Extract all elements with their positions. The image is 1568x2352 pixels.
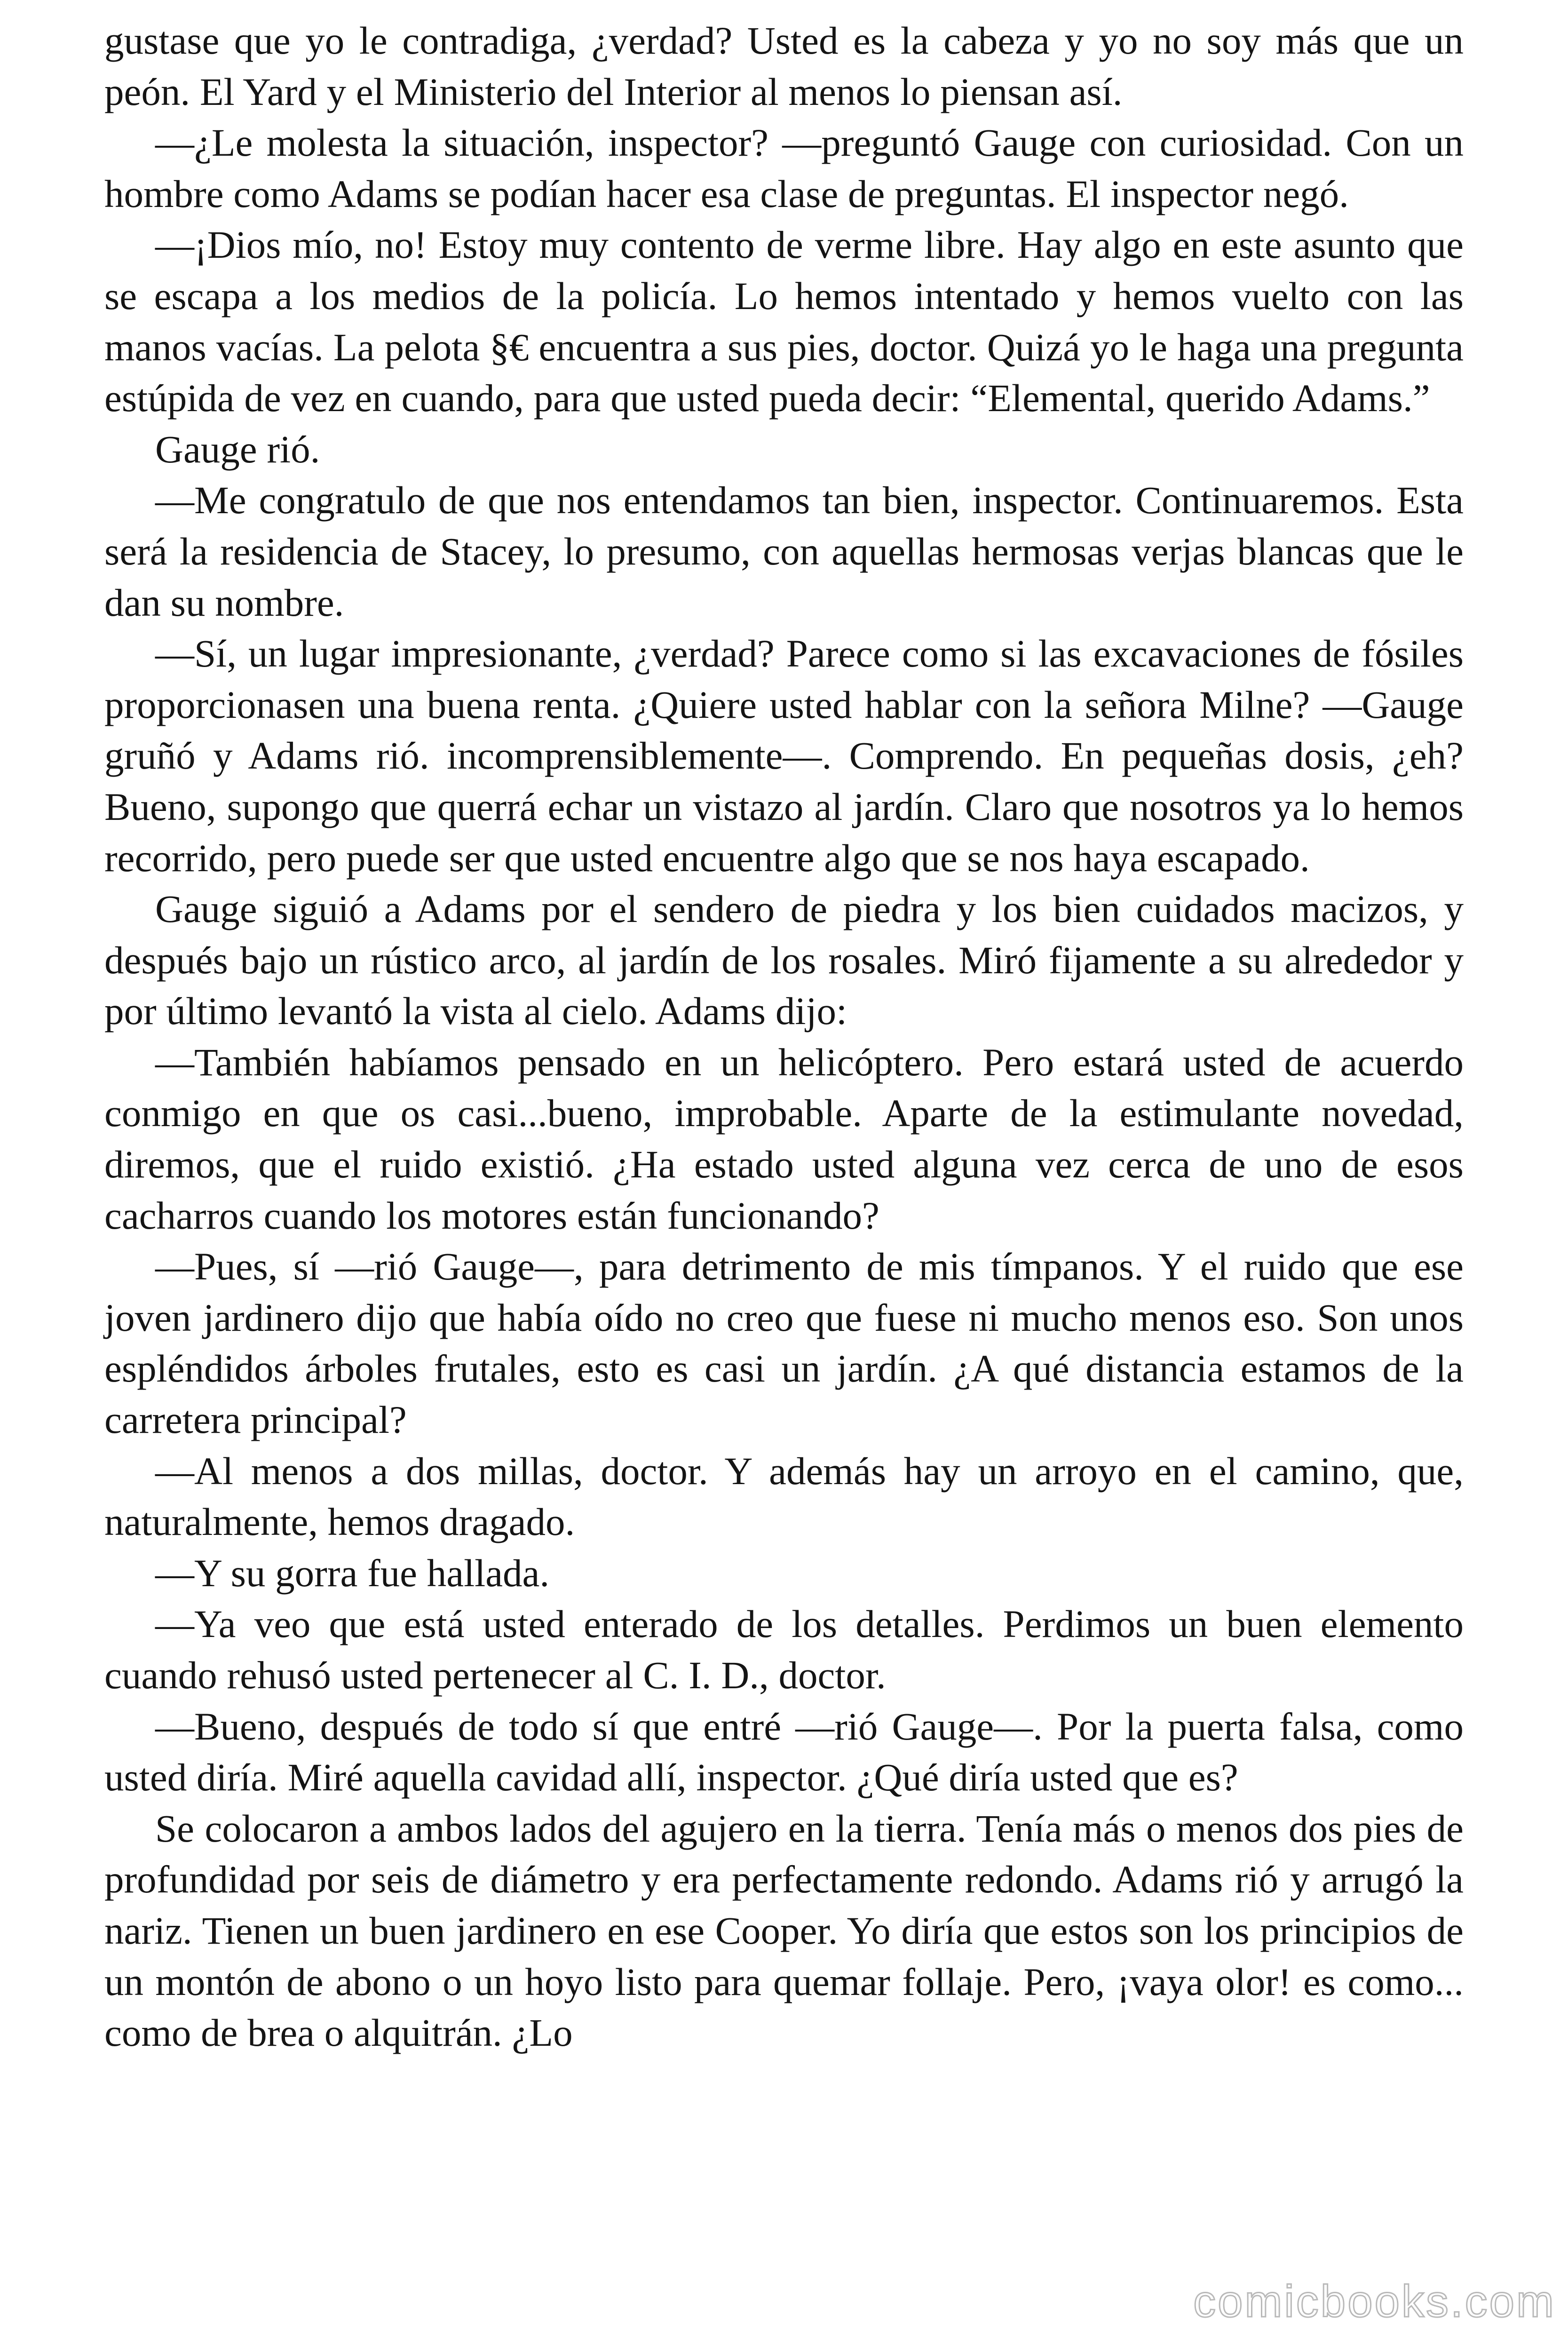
paragraph: —Bueno, después de todo sí que entré —rió Gauge—. Por la puerta falsa, como usted diría. Miré aquella cavidad allí, inspector. ¿Qué diría usted que es? bbox=[104, 1704, 1464, 1799]
paragraph: —¡Dios mío, no! Estoy muy contento de verme libre. Hay algo en este asunto que se escapa a los medios de la policía. Lo hemos intentado y hemos vuelto con las manos vacías. La pelota §€ encuentra a sus pies, doctor. Quizá yo le haga una pregunta estúpida de vez en cuando, para que usted pueda decir: “Elemental, querido Adams.” bbox=[104, 223, 1464, 420]
paragraph: Se colocaron a ambos lados del agujero en la tierra. Tenía más o menos dos pies de profundidad por seis de diámetro y era perfectamente redondo. Adams rió y arrugó la nariz. Tienen un buen jardinero en ese Cooper. Yo diría que estos son los principios de un montón de abono o un hoyo listo para quemar follaje. Pero, ¡vaya olor! es como... como de brea o alquitrán. ¿Lo bbox=[104, 1806, 1464, 2055]
paragraph: —Pues, sí —rió Gauge—, para detrimento de mis tímpanos. Y el ruido que ese joven jardinero dijo que había oído no creo que fuese ni mucho menos eso. Son unos espléndidos árboles frutales, esto es casi un jardín. ¿A qué distancia estamos de la carretera principal? bbox=[104, 1245, 1464, 1442]
paragraph: —También habíamos pensado en un helicóptero. Pero estará usted de acuerdo conmigo en que os casi...bueno, improbable. Aparte de la estimulante novedad, diremos, que el ruido existió. ¿Ha estado usted alguna vez cerca de uno de esos cacharros cuando los motores están funcionando? bbox=[104, 1040, 1464, 1237]
watermark: comicbooks.com bbox=[1193, 2276, 1556, 2327]
paragraph: —Al menos a dos millas, doctor. Y además hay un arroyo en el camino, que, naturalmente, hemos dragado. bbox=[104, 1449, 1464, 1544]
paragraph: —Me congratulo de que nos entendamos tan bien, inspector. Continuaremos. Esta será la residencia de Stacey, lo presumo, con aquellas hermosas verjas blancas que le dan su nombre. bbox=[104, 478, 1464, 624]
paragraph: Gauge siguió a Adams por el sendero de piedra y los bien cuidados macizos, y después bajo un rústico arco, al jardín de los rosales. Miró fijamente a su alrededor y por último levantó la vista al cielo. Adams dijo: bbox=[104, 887, 1464, 1033]
paragraph: Gauge rió. bbox=[155, 427, 320, 471]
paragraph: —Ya veo que está usted enterado de los detalles. Perdimos un buen elemento cuando rehusó usted pertenecer al C. I. D., doctor. bbox=[104, 1602, 1464, 1697]
page-text bbox=[104, 15, 1464, 2058]
paragraph: —¿Le molesta la situación, inspector? —preguntó Gauge con curiosidad. Con un hombre como Adams se podían hacer esa clase de preguntas. El inspector negó. bbox=[104, 121, 1464, 215]
paragraph: gustase que yo le contradiga, ¿verdad? Usted es la cabeza y yo no soy más que un peón. El Yard y el Ministerio del Interior al menos lo piensan así. bbox=[104, 19, 1464, 113]
paragraph: —Sí, un lugar impresionante, ¿verdad? Parece como si las excavaciones de fósiles proporcionasen una buena renta. ¿Quiere usted hablar con la señora Milne? —Gauge gruñó y Adams rió. incomprensiblemente—. Comprendo. En pequeñas dosis, ¿eh? Bueno, supongo que querrá echar un vistazo al jardín. Claro que nosotros ya lo hemos recorrido, pero puede ser que usted encuentre algo que se nos haya escapado. bbox=[104, 632, 1464, 880]
paragraph: —Y su gorra fue hallada. bbox=[155, 1551, 550, 1595]
